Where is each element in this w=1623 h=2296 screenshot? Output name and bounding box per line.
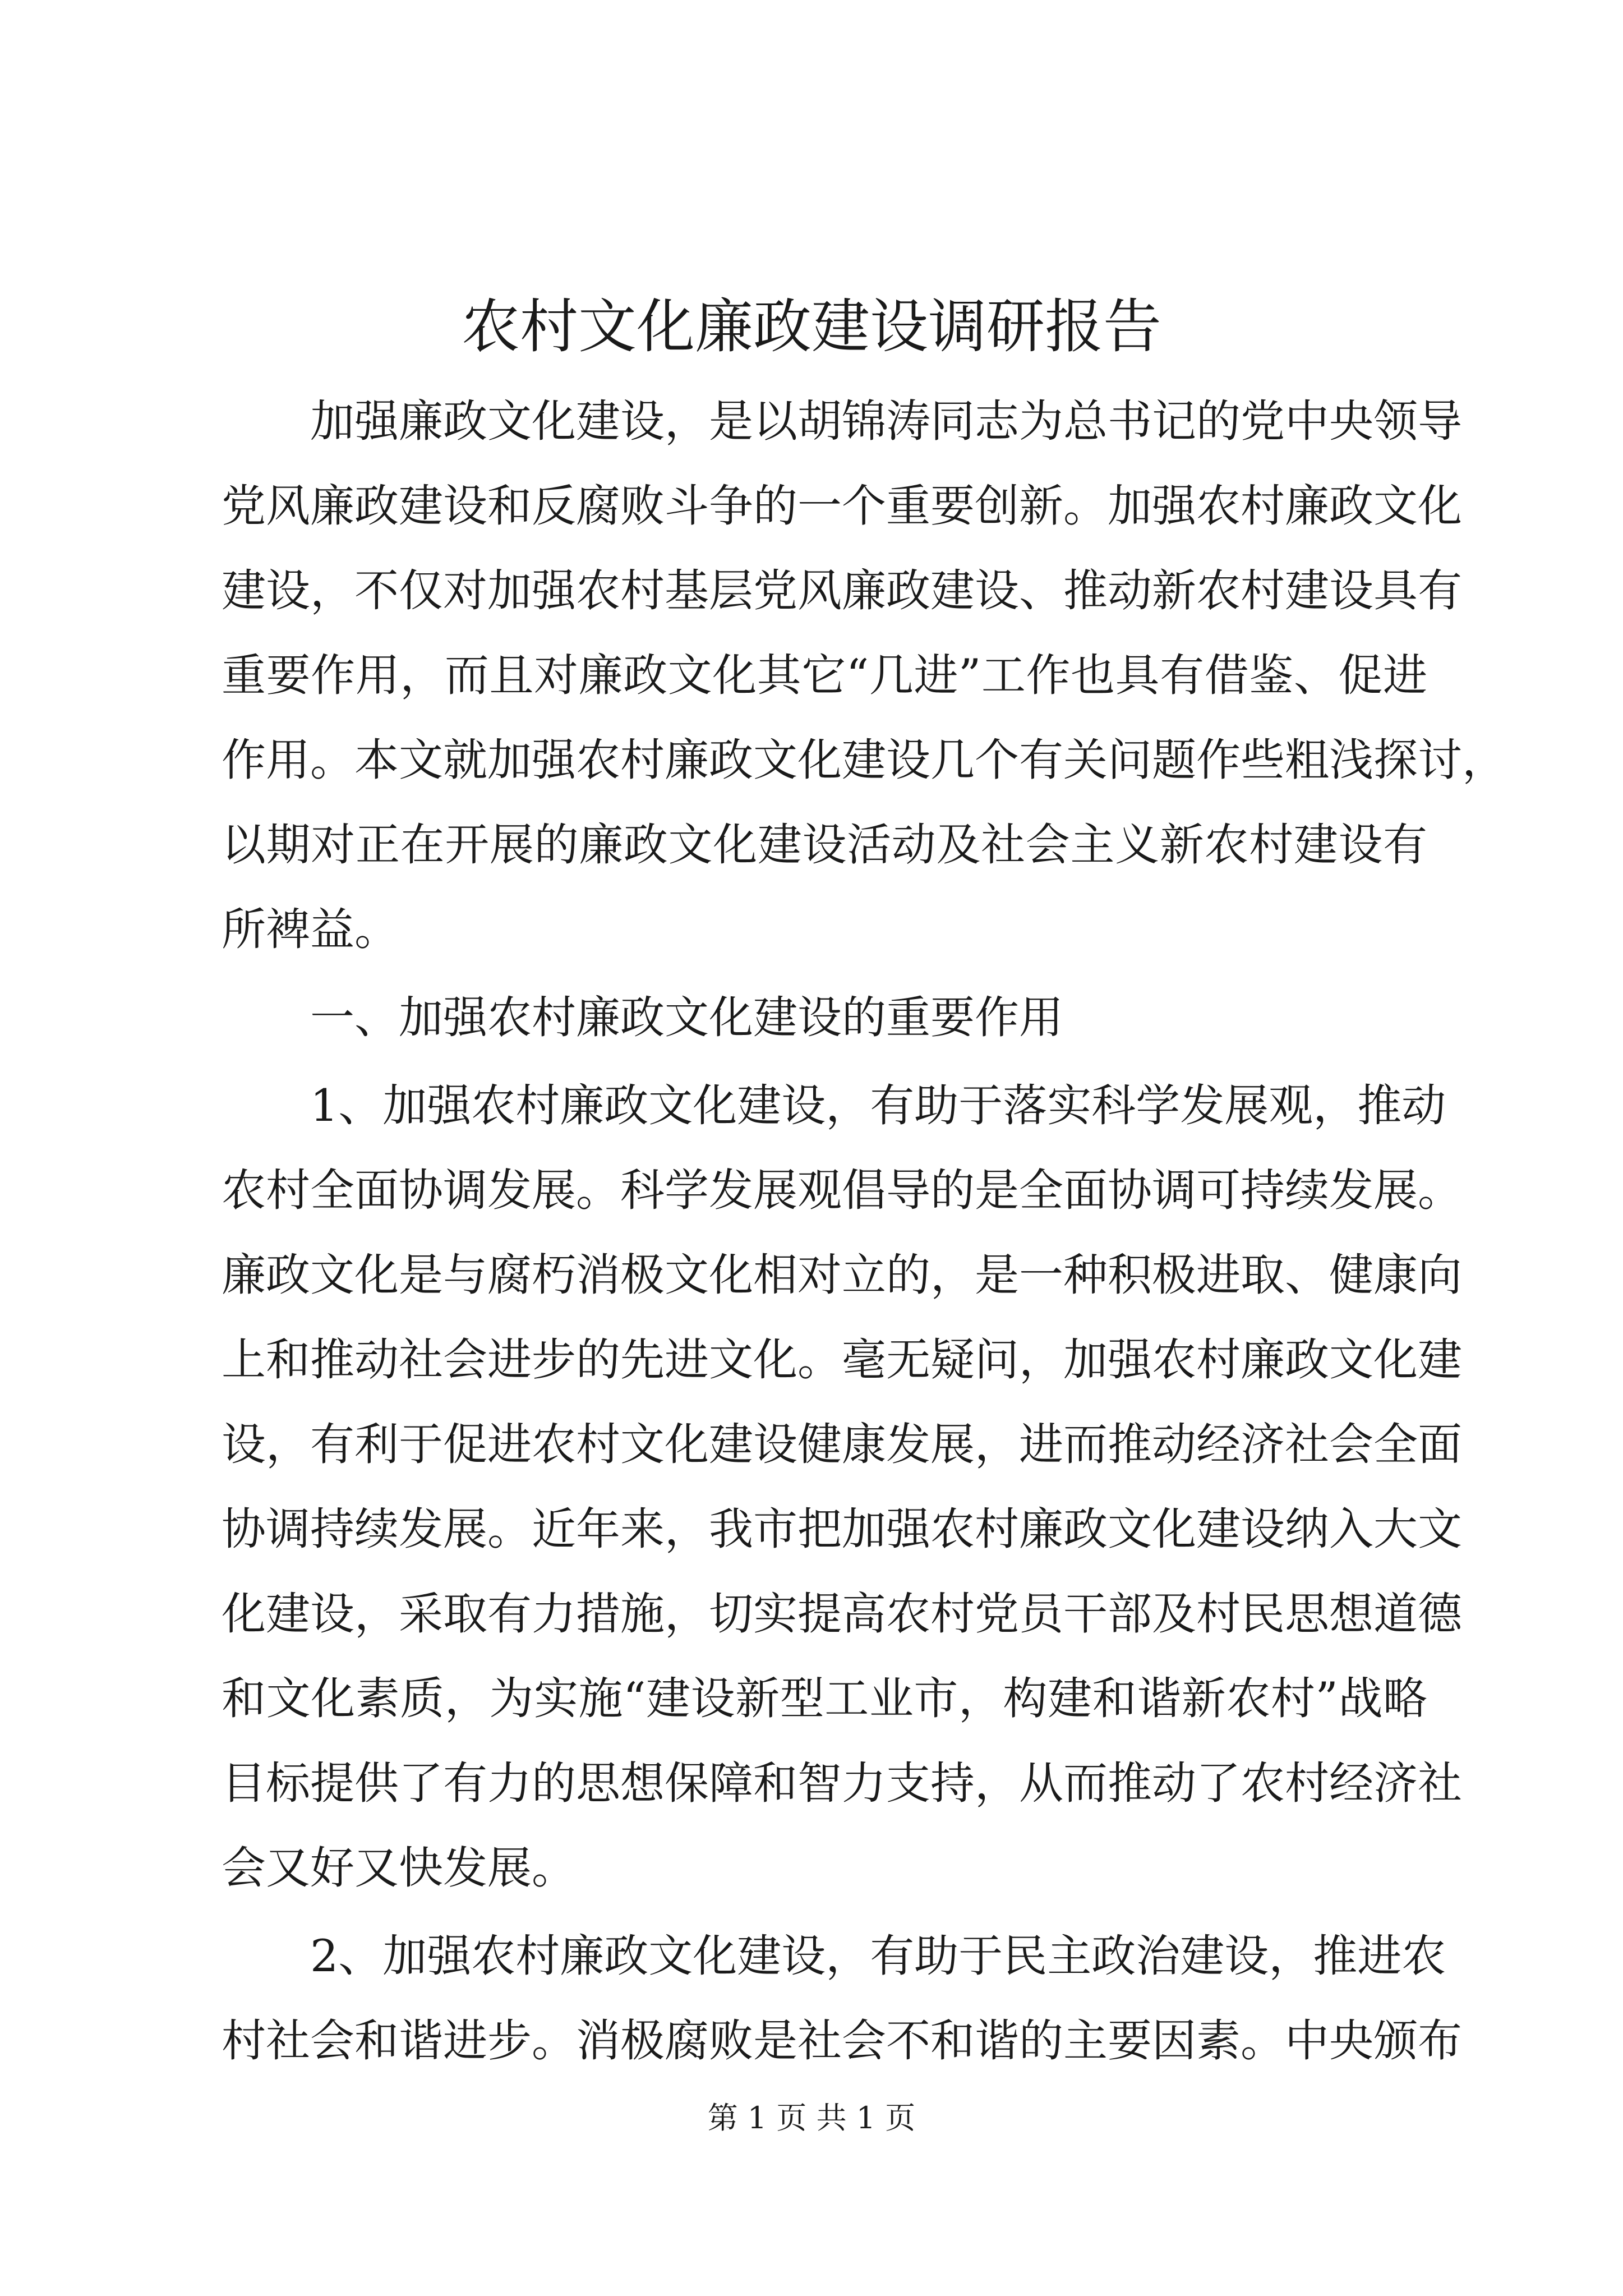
paragraph-line: 村社会和谐进步。消极腐败是社会不和谐的主要因素。中央颁布 (222, 2015, 1462, 2067)
paragraph-line: 协调持续发展。近年来，我市把加强农村廉政文化建设纳入大文 (222, 1503, 1462, 1555)
paragraph-line: 加强廉政文化建设，是以胡锦涛同志为总书记的党中央领导 (310, 395, 1462, 447)
paragraph-line: 建设，不仅对加强农村基层党风廉政建设、推动新农村建设具有 (222, 565, 1462, 616)
paragraph-line: 以期对正在开展的廉政文化建设活动及社会主义新农村建设有 (222, 819, 1427, 871)
paragraph-line: 党风廉政建设和反腐败斗争的一个重要创新。加强农村廉政文化 (222, 480, 1462, 532)
paragraph-line: 重要作用，而且对廉政文化其它“几进”工作也具有借鉴、促进 (222, 650, 1427, 701)
paragraph-line: 目标提供了有力的思想保障和智力支持，从而推动了农村经济社 (222, 1757, 1462, 1809)
paragraph-line: 廉政文化是与腐朽消极文化相对立的，是一种积极进取、健康向 (222, 1249, 1462, 1301)
paragraph-line: 会又好又快发展。 (222, 1842, 576, 1894)
document-title: 农村文化廉政建设调研报告 (461, 292, 1161, 361)
paragraph-line: 1、加强农村廉政文化建设，有助于落实科学发展观，推动 (310, 1080, 1446, 1131)
document-body (222, 379, 1506, 2083)
paragraph-line: 和文化素质，为实施“建设新型工业市，构建和谐新农村”战略 (222, 1673, 1427, 1724)
section-heading: 一、加强农村廉政文化建设的重要作用 (310, 992, 1063, 1043)
paragraph-line: 2、加强农村廉政文化建设，有助于民主政治建设，推进农 (310, 1930, 1446, 1982)
page-footer: 第 1 页 共 1 页 (707, 2100, 916, 2136)
paragraph-line: 设，有利于促进农村文化建设健康发展，进而推动经济社会全面 (222, 1419, 1462, 1470)
paragraph-line: 作用。本文就加强农村廉政文化建设几个有关问题作些粗浅探讨， (222, 734, 1506, 786)
paragraph-line: 所裨益。 (222, 904, 399, 955)
paragraph-line: 化建设，采取有力措施，切实提高农村党员干部及村民思想道德 (222, 1588, 1462, 1640)
paragraph-line: 农村全面协调发展。科学发展观倡导的是全面协调可持续发展。 (222, 1165, 1462, 1216)
paragraph-line: 上和推动社会进步的先进文化。毫无疑问，加强农村廉政文化建 (222, 1334, 1462, 1386)
